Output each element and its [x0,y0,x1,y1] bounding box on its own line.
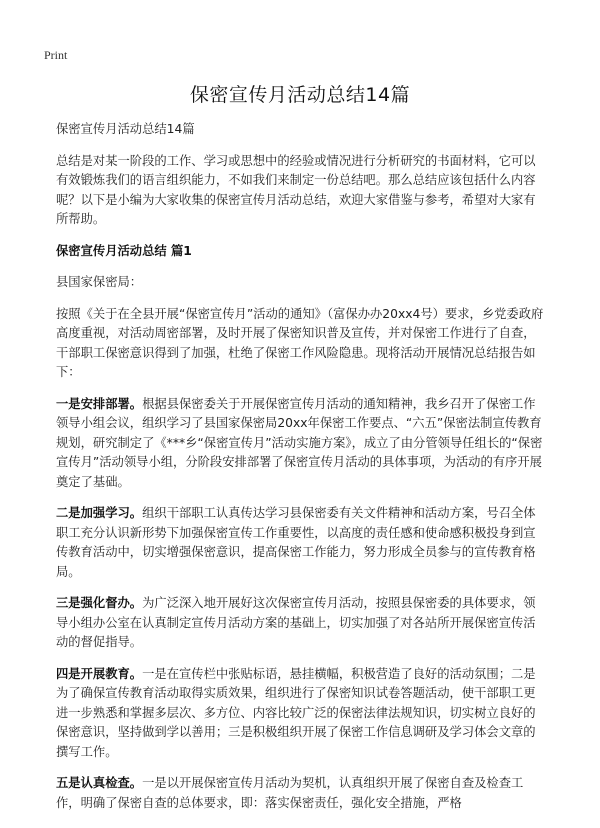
article-body [56,120,546,825]
opening-paragraph: 按照《关于在全县开展“保密宣传月”活动的通知》（富保办办20xx4号）要求，乡党委政府高度重视，对活动周密部署，及时开展了保密知识普及宣传，并对保密工作进行了自查，干部职工保密意识得到了加强，杜绝了保密工作风险隐患。现将活动开展情况总结报告如下： [56,306,544,379]
item-lead: 四是开展教育。 [56,666,143,681]
section-heading: 保密宣传月活动总结 篇1 [56,243,192,258]
item-text: 组织干部职工认真传达学习县保密委有关文件精神和活动方案，号召全体职工充分认识新形势下加强保密宣传工作重要性，以高度的责任感和使命感积极投身到宣传教育活动中，切实增强保密意识，提高保密工作能力，努力形成全员参与的宣传教育格局。 [56,506,536,579]
page-title: 保密宣传月活动总结14篇 [189,84,411,106]
item-text: 一是在宣传栏中张贴标语，悬挂横幅，积极营造了良好的活动氛围；二是为了确保宣传教育活动取得实质效果，组织进行了保密知识试卷答题活动，使干部职工更进一步熟悉和掌握多层次、多方位、内容比较广泛的保密法律法规知识，切实树立良好的保密意识，坚持做到学以善用；三是积极组织开展了保密工作信息调研及学习体会文章的撰写工作。 [56,666,536,759]
salutation: 县国家保密局： [56,275,143,289]
article-subtitle: 保密宣传月活动总结14篇 [56,122,195,136]
print-link[interactable]: Print [44,48,68,62]
item-paragraph [56,395,546,493]
item-paragraph [56,504,546,582]
item-text: 一是以开展保密宣传月活动为契机，认真组织开展了保密自查及检查工作，明确了保密自查的总体要求，即：落实保密责任，强化安全措施，严格 [56,776,524,810]
item-paragraph [56,594,546,653]
item-lead: 三是强化督办。 [56,596,143,610]
intro-paragraph: 总结是对某一阶段的工作、学习或思想中的经验或情况进行分析研究的书面材料，它可以有效锻炼我们的语言组织能力，不如我们来制定一份总结吧。那么总结应该包括什么内容呢？以下是小编为大家收集的保密宣传月活动总结，欢迎大家借鉴与参考，希望对大家有所帮助。 [56,153,536,226]
item-lead: 一是安排部署。 [56,396,143,411]
item-paragraph [56,774,546,813]
item-text: 根据县保密委关于开展保密宣传月活动的通知精神，我乡召开了保密工作领导小组会议，组织学习了县国家保密局20xx年保密工作要点、“六五”保密法制宣传教育规划，研究制定了《***乡“保密宣传月”活动实施方案》，成立了由分管领导任组长的“保密宣传月”活动领导小组，分阶段安排部署了保密宣传月活动的具体事项，为活动的有序开展奠定了基础。 [56,396,543,489]
item-lead: 五是认真检查。 [56,776,143,790]
item-lead: 二是加强学习。 [56,506,143,520]
item-text: 为广泛深入地开展好这次保密宣传月活动，按照县保密委的具体要求，领导小组办公室在认真制定宣传月活动方案的基础上，切实加强了对各站所开展保密宣传活动的督促指导。 [56,596,536,649]
item-paragraph [56,665,546,763]
